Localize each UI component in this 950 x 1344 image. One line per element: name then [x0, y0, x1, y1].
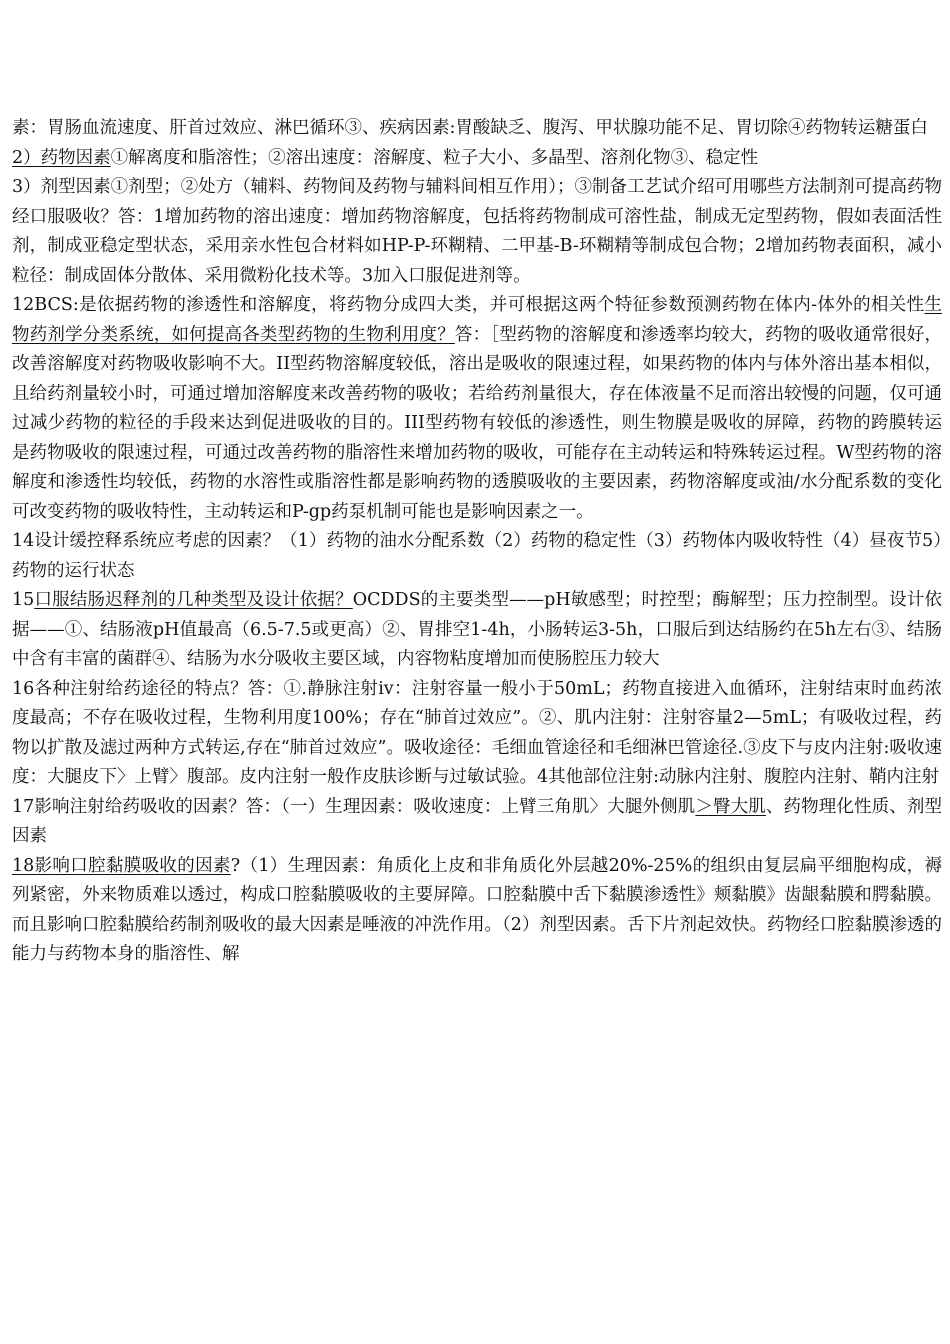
paragraph-17	[12, 793, 942, 852]
text-segment: 3）剂型因素①剂型；②处方（辅料、药物间及药物与辅料间相互作用）；③制备工艺试介绍可用哪些方法制剂可提高药物经口服吸收？答：1增加药物的溶出速度：增加药物溶解度，包括将药物制成可溶性盐，制成无定型药物，假如表面活性剂，制成亚稳定型状态，采用亲水性包合材料如HP-P-环糊精、二甲基-B-环糊精等制成包合物；2增加药物表面积，减小粒径：制成固体分散体、采用微粉化技术等。3加入口服促进剂等。	[12, 177, 942, 286]
underlined-question: 口服结肠迟释剂的几种类型及设计依据？	[34, 590, 353, 610]
text-segment: 17影响注射给药吸收的因素？答：（一）生理因素：吸收速度：上臂三角肌〉大腿外侧肌	[12, 796, 696, 817]
paragraph-14	[12, 527, 942, 586]
underlined-heading: 2）药物因素	[12, 147, 111, 168]
text-segment: ?（1）生理因素：角质化上皮和非角质化外层越20%-25%的组织由复层扁平细胞构成，褥列紧密，外来物质难以透过，构成口腔黏膜吸收的主要屏障。口腔黏膜中舌下黏膜渗透性》颊黏膜》齿龈黏膜和腭黏膜。而且影响口腔黏膜给药制剂吸收的最大因素是唾液的冲洗作用。（2）剂型因素。舌下片剂起效快。药物经口腔黏膜渗透的能力与药物本身的脂溶性、解	[12, 855, 942, 964]
text-segment: 14设计缓控释系统应考虑的因素？（1）药物的油水分配系数（2）药物的稳定性（3）药物体内吸收特性（4）昼夜节5）药物的运行状态	[12, 531, 942, 581]
text-segment: 16各种注射给药途径的特点？答：①.静脉注射iv：注射容量一般小于50mL；药物直接进入血循环，注射结束时血药浓度最高；不存在吸收过程，生物利用度100%；存在“肺首过效应”。②、肌内注射：注射容量2—5mL；有吸收过程，药物以扩散及滤过两种方式转运,存在“肺首过效应”。吸收途径：毛细血管途径和毛细淋巴管途径.③皮下与皮内注射:吸收速度：大腿皮下〉上臂〉腹部。皮内注射一般作皮肤诊断与过敏试验。4其他部位注射:动脉内注射、腹腔内注射、鞘内注射	[12, 678, 942, 787]
paragraph-16	[12, 675, 942, 793]
underlined-term: ＞臀大肌	[695, 796, 766, 817]
paragraph-18	[12, 852, 942, 970]
document-body	[12, 114, 942, 970]
paragraph-bcs	[12, 291, 942, 527]
text-segment: 15	[12, 590, 35, 610]
underlined-question: 生物药剂学分类系统，如何提高各类型药物的生物利用度？	[12, 295, 942, 345]
paragraph-factors-continued	[12, 114, 942, 144]
text-segment: 12BCS:是依据药物的渗透性和溶解度，将药物分成四大类，并可根据这两个特征参数预测药物在体内-体外的相关性	[12, 295, 925, 315]
text-segment: 素：胃肠血流速度、肝首过效应、淋巴循环③、疾病因素:胃酸缺乏、腹泻、甲状腺功能不足、胃切除④药物转运糖蛋白	[12, 118, 928, 138]
underlined-question: 18影响口腔黏膜吸收的因素	[12, 855, 231, 876]
paragraph-drug-factors	[12, 144, 942, 174]
paragraph-dosage-form-factors	[12, 173, 942, 291]
paragraph-15	[12, 586, 942, 675]
text-segment: ①解离度和脂溶性；②溶出速度：溶解度、粒子大小、多晶型、溶剂化物③、稳定性	[110, 147, 759, 168]
text-segment: OCDDS的主要类型——pH敏感型；时控型；酶解型；压力控制型。设计依据——①、结肠液pH值最高（6.5-7.5或更高）②、胃排空1-4h，小肠转运3-5h，口服后到达结肠约在5h左右③、结肠中含有丰富的菌群④、结肠为水分吸收主要区域，内容物粘度增加而使肠腔压力较大	[12, 590, 943, 669]
text-segment: 答：［型药物的溶解度和渗透率均较大，药物的吸收通常很好，改善溶解度对药物吸收影响不大。II型药物溶解度较低，溶出是吸收的限速过程，如果药物的体内与体外溶出基本相似，且给药剂量较小时，可通过增加溶解度来改善药物的吸收；若给药剂量很大，存在体液量不足而溶出较慢的问题，仅可通过减少药物的粒径的手段来达到促进吸收的目的。III型药物有较低的渗透性，则生物膜是吸收的屏障，药物的跨膜转运是药物吸收的限速过程，可通过改善药物的脂溶性来增加药物的吸收，可能存在主动转运和特殊转运过程。W型药物的溶解度和渗透性均较低，药物的水溶性或脂溶性都是影响药物的透膜吸收的主要因素，药物溶解度或油/水分配系数的变化可改变药物的吸收特性，主动转运和P-gp药泵机制可能也是影响因素之一。	[12, 324, 943, 522]
text-segment: 、药物理化性质、剂型因素	[12, 796, 943, 846]
